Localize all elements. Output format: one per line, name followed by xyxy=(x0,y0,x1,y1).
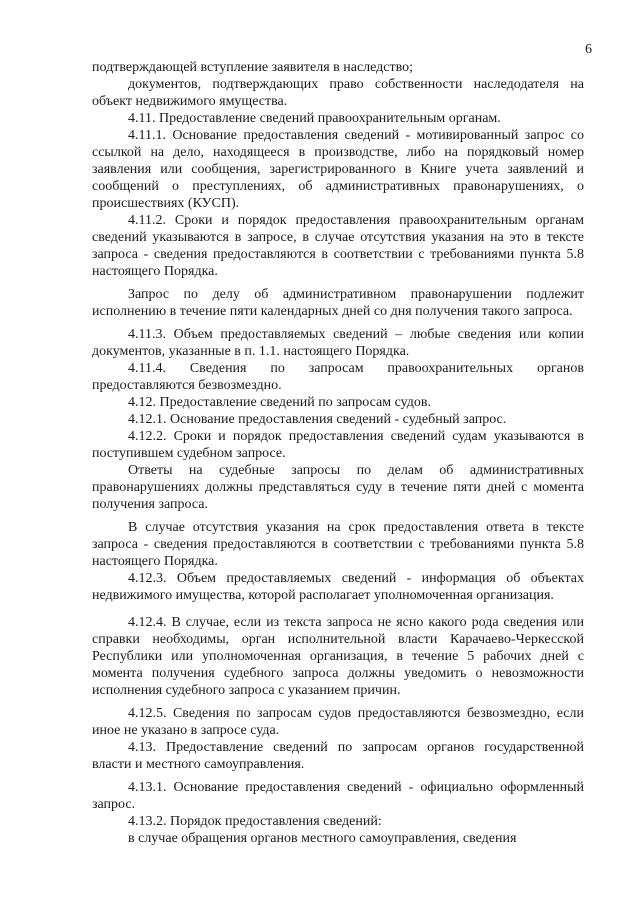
paragraph: В случае отсутствия указания на срок предоставления ответа в тексте запроса - сведения предоставляются в соответствии с требованиями пункта 5.8 настоящего Порядка. xyxy=(92,520,584,569)
page-number: 6 xyxy=(585,42,592,57)
paragraph: в случае обращения органов местного самоуправления, сведения xyxy=(128,831,517,846)
paragraph: 4.13.1. Основание предоставления сведений - официально оформленный запрос. xyxy=(92,780,584,812)
paragraph: 4.12.3. Объем предоставляемых сведений - информация об объектах недвижимого имущества, которой располагает уполномоченная организация. xyxy=(92,571,584,603)
paragraph: 4.11. Предоставление сведений правоохранительным органам. xyxy=(128,111,501,126)
paragraph: 4.11.1. Основание предоставления сведений - мотивированный запрос со ссылкой на дело, находящееся в производстве, либо на порядковый номер заявления или сообщения, зарегистрированного в Книге учета заявлений и сообщений о преступлениях, об административных правонарушениях, о происшествиях (КУСП). xyxy=(92,128,584,211)
paragraph: 4.12. Предоставление сведений по запросам судов. xyxy=(128,395,431,410)
paragraph: 4.12.5. Сведения по запросам судов предоставляются безвозмездно, если иное не указано в запросе суда. xyxy=(92,706,584,738)
paragraph: 4.11.2. Сроки и порядок предоставления правоохранительным органам сведений указываются в запросе, в случае отсутствия указания на это в тексте запроса - сведения предоставляются в соответствии с требованиями пункта 5.8 настоящего Порядка. xyxy=(92,213,584,279)
paragraph: 4.11.4. Сведения по запросам правоохранительных органов предоставляются безвозмездно. xyxy=(92,361,584,393)
paragraph: Запрос по делу об административном правонарушении подлежит исполнению в течение пяти календарных дней со дня получения такого запроса. xyxy=(92,287,584,319)
paragraph: 4.12.1. Основание предоставления сведений - судебный запрос. xyxy=(128,412,507,427)
paragraph: 4.11.3. Объем предоставляемых сведений – любые сведения или копии документов, указанные в п. 1.1. настоящего Порядка. xyxy=(92,327,584,359)
paragraph: 4.13.2. Порядок предоставления сведений: xyxy=(128,814,382,829)
paragraph: документов, подтверждающих право собственности наследодателя на объект недвижимого ямущества. xyxy=(92,77,584,109)
paragraph: Ответы на судебные запросы по делам об административных правонарушениях должны представляться суду в течение пяти дней с момента получения запроса. xyxy=(92,463,584,512)
paragraph: 4.13. Предоставление сведений по запросам органов государственной власти и местного самоуправления. xyxy=(92,740,584,772)
document-body xyxy=(92,59,584,847)
paragraph: подтверждающей вступление заявителя в наследство; xyxy=(92,60,414,75)
paragraph: 4.12.4. В случае, если из текста запроса не ясно какого рода сведения или справки необходимы, орган исполнительной власти Карачаево-Черкесской Республики или уполномоченная организация, в течение 5 рабочих дней с момента получения судебного запроса должны уведомить о невозможности исполнения судебного запроса с указанием причин. xyxy=(92,615,584,698)
paragraph: 4.12.2. Сроки и порядок предоставления сведений судам указываются в поступившем судебном запросе. xyxy=(92,429,584,461)
